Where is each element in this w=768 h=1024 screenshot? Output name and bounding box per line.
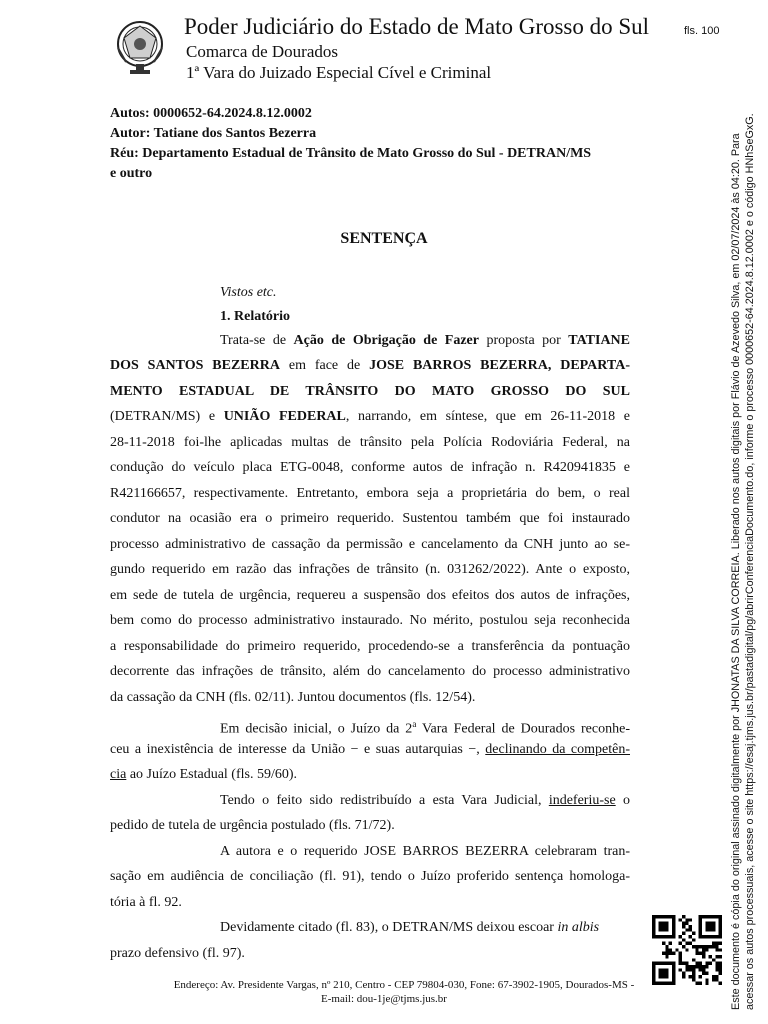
body-line: gundo requerido em razão das infrações de trânsito (n. 031262/2022). Ante o exposto, [110, 562, 630, 577]
court-seal-icon [112, 18, 168, 78]
body-line: MENTO ESTADUAL DE TRÂNSITO DO MATO GROSSO DO SUL [110, 384, 630, 399]
court-name: Poder Judiciário do Estado de Mato Grosso do Sul [184, 14, 650, 39]
document-title: SENTENÇA [340, 230, 428, 247]
body-line: em sede de tutela de urgência, requereu a suspensão dos efeitos dos autos de infrações, [110, 588, 630, 603]
body-line: R421166657, respectivamente. Entretanto, embora seja a proprietária do bem, o real [110, 486, 630, 501]
digital-signature-note [729, 10, 757, 1010]
case-defendant-continued: e outro [110, 166, 153, 181]
body-line: cia ao Juízo Estadual (fls. 59/60). [110, 767, 298, 782]
body-line: a responsabilidade do primeiro requerido, procedendo-se a transferência da pontuação [110, 639, 630, 654]
body-line: tória à fl. 92. [110, 895, 182, 910]
signature-note-line: Este documento é cópia do original assinado digitalmente por JHONATAS DA SILVA CORREIA. Liberado nos autos digitais por Flávio de Azevedo Silva, em 02/07/2024 às 04:20. Para [730, 133, 742, 1010]
page-number: fls. 100 [684, 25, 720, 37]
signature-note-line: acessar os autos processuais, acesse o site https://esaj.tjms.jus.br/pastadigital/pg/abrirConferenciaDocumento.do, informe o processo 0000652-64.2024.8.12.0002 e o código HNhSeGxG. [744, 113, 756, 1010]
footer-email: E-mail: dou-1je@tjms.jus.br [321, 993, 447, 1005]
body-line: prazo defensivo (fl. 97). [110, 946, 245, 961]
body-line: condutor na ocasião era o primeiro requerido. Sustentou também que foi instaurado [110, 511, 630, 526]
case-author: Autor: Tatiane dos Santos Bezerra [110, 126, 317, 141]
comarca-name: Comarca de Dourados [186, 42, 339, 61]
body-line: Trata-se de Ação de Obrigação de Fazer proposta por TATIANE [220, 333, 630, 348]
body-line: A autora e o requerido JOSE BARROS BEZERRA celebraram tran- [220, 844, 630, 859]
body-line: processo administrativo de cassação da permissão e cancelamento da CNH junto ao se- [110, 537, 630, 552]
body-line: Em decisão inicial, o Juízo da 2$^a$ Vara Federal de Dourados reconhe- [220, 719, 630, 737]
case-number: Autos: 0000652-64.2024.8.12.0002 [110, 106, 312, 121]
body-line: DOS SANTOS BEZERRA em face de JOSE BARROS BEZERRA, DEPARTA- [110, 358, 630, 373]
opening: Vistos etc. [220, 285, 277, 300]
body-line: Tendo o feito sido redistribuído a esta Vara Judicial, indeferiu-se o [220, 793, 631, 808]
qr-code-icon [652, 915, 722, 985]
body-line: bem como do processo administrativo instaurado. No mérito, postulou seja reconhecida [110, 613, 630, 628]
body-line: sação em audiência de conciliação (fl. 91), tendo o Juízo proferido sentença homologa- [110, 869, 630, 884]
body-line: pedido de tutela de urgência postulado (fls. 71/72). [110, 818, 395, 833]
body-line: Devidamente citado (fl. 83), o DETRAN/MS deixou escoar in albis [220, 920, 600, 935]
body-line: decorrente das infrações de trânsito, além do cancelamento do processo administrativo [110, 664, 630, 679]
case-defendant: Réu: Departamento Estadual de Trânsito de Mato Grosso do Sul - DETRAN/MS [110, 146, 592, 161]
body-line: 28-11-2018 foi-lhe aplicadas multas de trânsito pela Polícia Rodoviária Federal, na [110, 435, 630, 450]
section-heading: 1. Relatório [220, 309, 290, 324]
body-line: ceu a inexistência de interesse da União − e suas autarquias −, declinando da competên- [110, 742, 630, 757]
vara-name: 1ª Vara do Juizado Especial Cível e Criminal [186, 63, 492, 82]
footer-address: Endereço: Av. Presidente Vargas, nº 210, Centro - CEP 79804-030, Fone: 67-3902-1905, Dourados-MS - [173, 979, 635, 991]
body-line: da cassação da CNH (fls. 02/11). Juntou documentos (fls. 12/54). [110, 690, 476, 705]
body-line: (DETRAN/MS) e UNIÃO FEDERAL, narrando, em síntese, que em 26-11-2018 e [110, 409, 631, 424]
body-line: condução do veículo placa ETG-0048, conforme autos de infração n. R420941835 e [110, 460, 630, 475]
